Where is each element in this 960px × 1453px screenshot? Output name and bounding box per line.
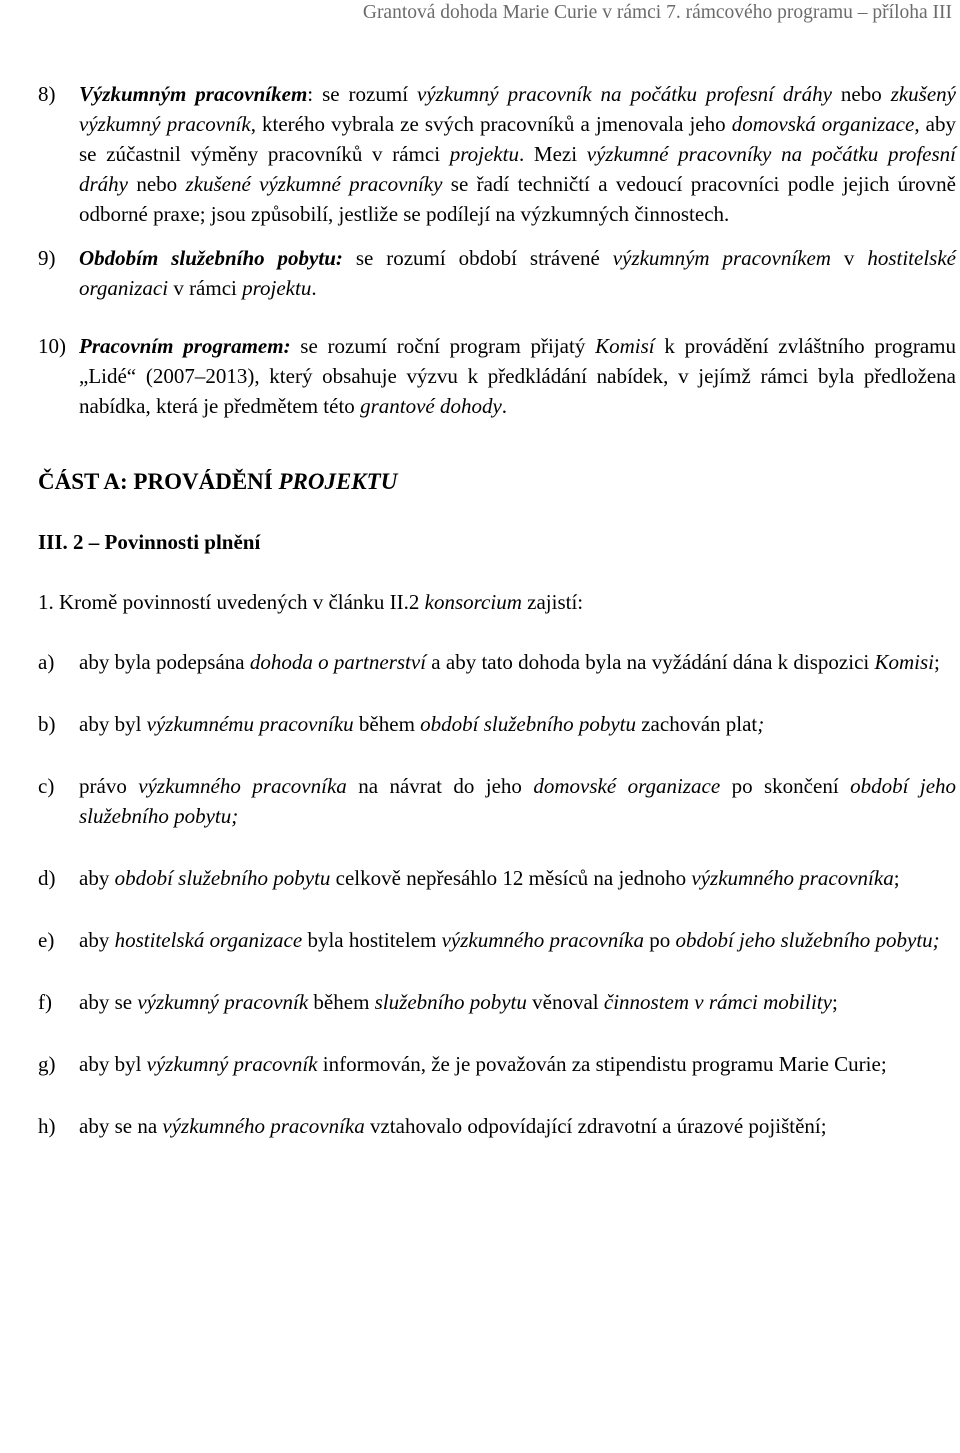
- item-letter: e): [38, 928, 55, 952]
- italic-term: výzkumného pracovníka: [162, 1114, 365, 1138]
- item-letter: b): [38, 712, 56, 736]
- text-run: nebo: [128, 172, 186, 196]
- italic-term: období jeho služebního pobytu;: [675, 928, 940, 952]
- italic-term: zkušený výzkumný pracovník: [79, 82, 956, 136]
- item-letter: f): [38, 990, 52, 1014]
- item-letter: d): [38, 866, 56, 890]
- obligation-item: [38, 1049, 956, 1079]
- item-text: [79, 1052, 887, 1076]
- italic-term: hostitelská organizace: [114, 928, 303, 952]
- intro-sentence: [38, 587, 956, 617]
- item-text: [79, 246, 956, 300]
- text-run: v rámci: [168, 276, 243, 300]
- text-run: aby byl: [79, 1052, 147, 1076]
- text-run: se řadí techničtí a vedoucí pracovníci podle jejich úrovně odborné praxe; jsou způsobilí, jestliže se podílejí na výzkumných činnostech.: [79, 172, 956, 226]
- item-text: [79, 928, 940, 952]
- section-heading: III. 2 – Povinnosti plnění: [38, 530, 261, 554]
- text-run: , aby se zúčastnil výměny pracovníků v rámci: [79, 112, 957, 166]
- defined-term: Pracovním programem:: [79, 334, 291, 358]
- text-run: po: [643, 928, 676, 952]
- text-run: nebo: [831, 82, 891, 106]
- text-run: informován, že je považován za stipendistu programu Marie Curie;: [317, 1052, 887, 1076]
- definition-item: [38, 331, 956, 421]
- italic-term: domovská organizace: [731, 112, 915, 136]
- italic-term: služebního pobytu: [374, 990, 527, 1014]
- item-text: [79, 866, 900, 890]
- italic-term: výzkumný pracovník: [137, 990, 309, 1014]
- text-run: , kterého vybrala ze svých pracovníků a jmenovala jeho: [250, 112, 732, 136]
- italic-term: konsorcium: [424, 590, 522, 614]
- italic-term: výzkumný pracovník: [146, 1052, 318, 1076]
- text-run: se rozumí období strávené: [342, 246, 613, 270]
- obligation-item: [38, 863, 956, 893]
- item-letter: h): [38, 1114, 56, 1138]
- text-run: byla hostitelem: [302, 928, 442, 952]
- item-text: [79, 650, 940, 674]
- text-run: k provádění zvláštního programu „Lidé“ (2007–2013), který obsahuje výzvu k předkládání nabídek, v jejímž rámci byla předložena nabídka, která je předmětem této: [79, 334, 956, 418]
- text-run: zajistí:: [521, 590, 584, 614]
- obligation-item: [38, 647, 956, 677]
- defined-term: Výzkumným pracovníkem: [79, 82, 308, 106]
- text-run: během: [353, 712, 421, 736]
- item-text: [79, 334, 956, 418]
- part-heading: [38, 467, 956, 497]
- item-text: [79, 774, 956, 828]
- text-run: aby byl: [79, 712, 147, 736]
- text-run: ;: [831, 990, 838, 1014]
- text-run: po skončení: [720, 774, 851, 798]
- italic-term: ;: [757, 712, 765, 736]
- text-run: celkově nepřesáhlo 12 měsíců na jednoho: [330, 866, 692, 890]
- text-run: aby byla podepsána: [79, 650, 250, 674]
- text-run: ;: [893, 866, 900, 890]
- text-run: aby se na: [79, 1114, 163, 1138]
- obligations-list: [38, 647, 956, 1141]
- text-run: ;: [934, 650, 940, 674]
- text-run: .: [501, 394, 508, 418]
- text-run: věnoval: [526, 990, 604, 1014]
- text-run: právo: [79, 774, 139, 798]
- italic-term: období jeho služebního pobytu;: [79, 774, 957, 828]
- item-number: 9): [38, 246, 56, 270]
- defined-term: Obdobím služebního pobytu:: [79, 246, 343, 270]
- definition-item: [38, 79, 956, 229]
- definitions-list: [38, 79, 956, 421]
- item-number: 10): [38, 334, 66, 358]
- item-letter: g): [38, 1052, 56, 1076]
- part-heading-plain: ČÁST A: PROVÁDĚNÍ: [38, 469, 279, 494]
- italic-term: výzkumného pracovníka: [691, 866, 894, 890]
- italic-term: výzkumnému pracovníku: [146, 712, 354, 736]
- italic-term: činnostem v rámci mobility: [603, 990, 832, 1014]
- obligation-item: [38, 1111, 956, 1141]
- item-number: 8): [38, 82, 56, 106]
- italic-term: výzkumného pracovníka: [441, 928, 644, 952]
- text-run: a aby tato dohoda byla na vyžádání dána k dispozici: [426, 650, 875, 674]
- text-run: v: [830, 246, 868, 270]
- item-letter: c): [38, 774, 55, 798]
- text-run: zachován plat: [635, 712, 758, 736]
- text-run: aby se: [79, 990, 138, 1014]
- text-run: . Mezi: [518, 142, 587, 166]
- item-text: [79, 82, 956, 226]
- definition-item: [38, 243, 956, 303]
- obligation-item: [38, 987, 956, 1017]
- obligation-item: [38, 925, 956, 955]
- text-run: 1. Kromě povinností uvedených v článku II.2: [38, 590, 425, 614]
- italic-term: zkušené výzkumné pracovníky: [185, 172, 443, 196]
- italic-term: výzkumným pracovníkem: [612, 246, 831, 270]
- italic-term: domovské organizace: [533, 774, 721, 798]
- text-run: se rozumí roční program přijatý: [290, 334, 596, 358]
- italic-term: období služebního pobytu: [114, 866, 331, 890]
- italic-term: projektu: [449, 142, 519, 166]
- obligation-item: [38, 771, 956, 831]
- italic-term: Komisi: [874, 650, 934, 674]
- text-run: aby: [79, 866, 115, 890]
- text-run: během: [308, 990, 375, 1014]
- text-run: : se rozumí: [307, 82, 417, 106]
- text-run: vztahovalo odpovídající zdravotní a úrazové pojištění;: [364, 1114, 827, 1138]
- italic-term: Komisí: [595, 334, 655, 358]
- item-text: [79, 1114, 827, 1138]
- running-header: Grantová dohoda Marie Curie v rámci 7. rámcového programu – příloha III: [362, 2, 952, 23]
- italic-term: grantové dohody: [360, 394, 502, 418]
- item-text: [79, 712, 764, 736]
- italic-term: výzkumné pracovníky na počátku profesní dráhy: [79, 142, 956, 196]
- italic-term: období služebního pobytu: [420, 712, 636, 736]
- italic-term: výzkumný pracovník na počátku profesní dráhy: [417, 82, 832, 106]
- italic-term: výzkumného pracovníka: [138, 774, 347, 798]
- text-run: .: [311, 276, 317, 300]
- part-heading-italic: PROJEKTU: [278, 469, 398, 494]
- italic-term: hostitelské organizaci: [79, 246, 956, 300]
- italic-term: projektu: [242, 276, 312, 300]
- text-run: aby: [79, 928, 115, 952]
- italic-term: dohoda o partnerství: [249, 650, 427, 674]
- text-run: na návrat do jeho: [346, 774, 534, 798]
- item-text: [79, 990, 838, 1014]
- item-letter: a): [38, 650, 55, 674]
- obligation-item: [38, 709, 956, 739]
- document-body: [38, 79, 956, 1141]
